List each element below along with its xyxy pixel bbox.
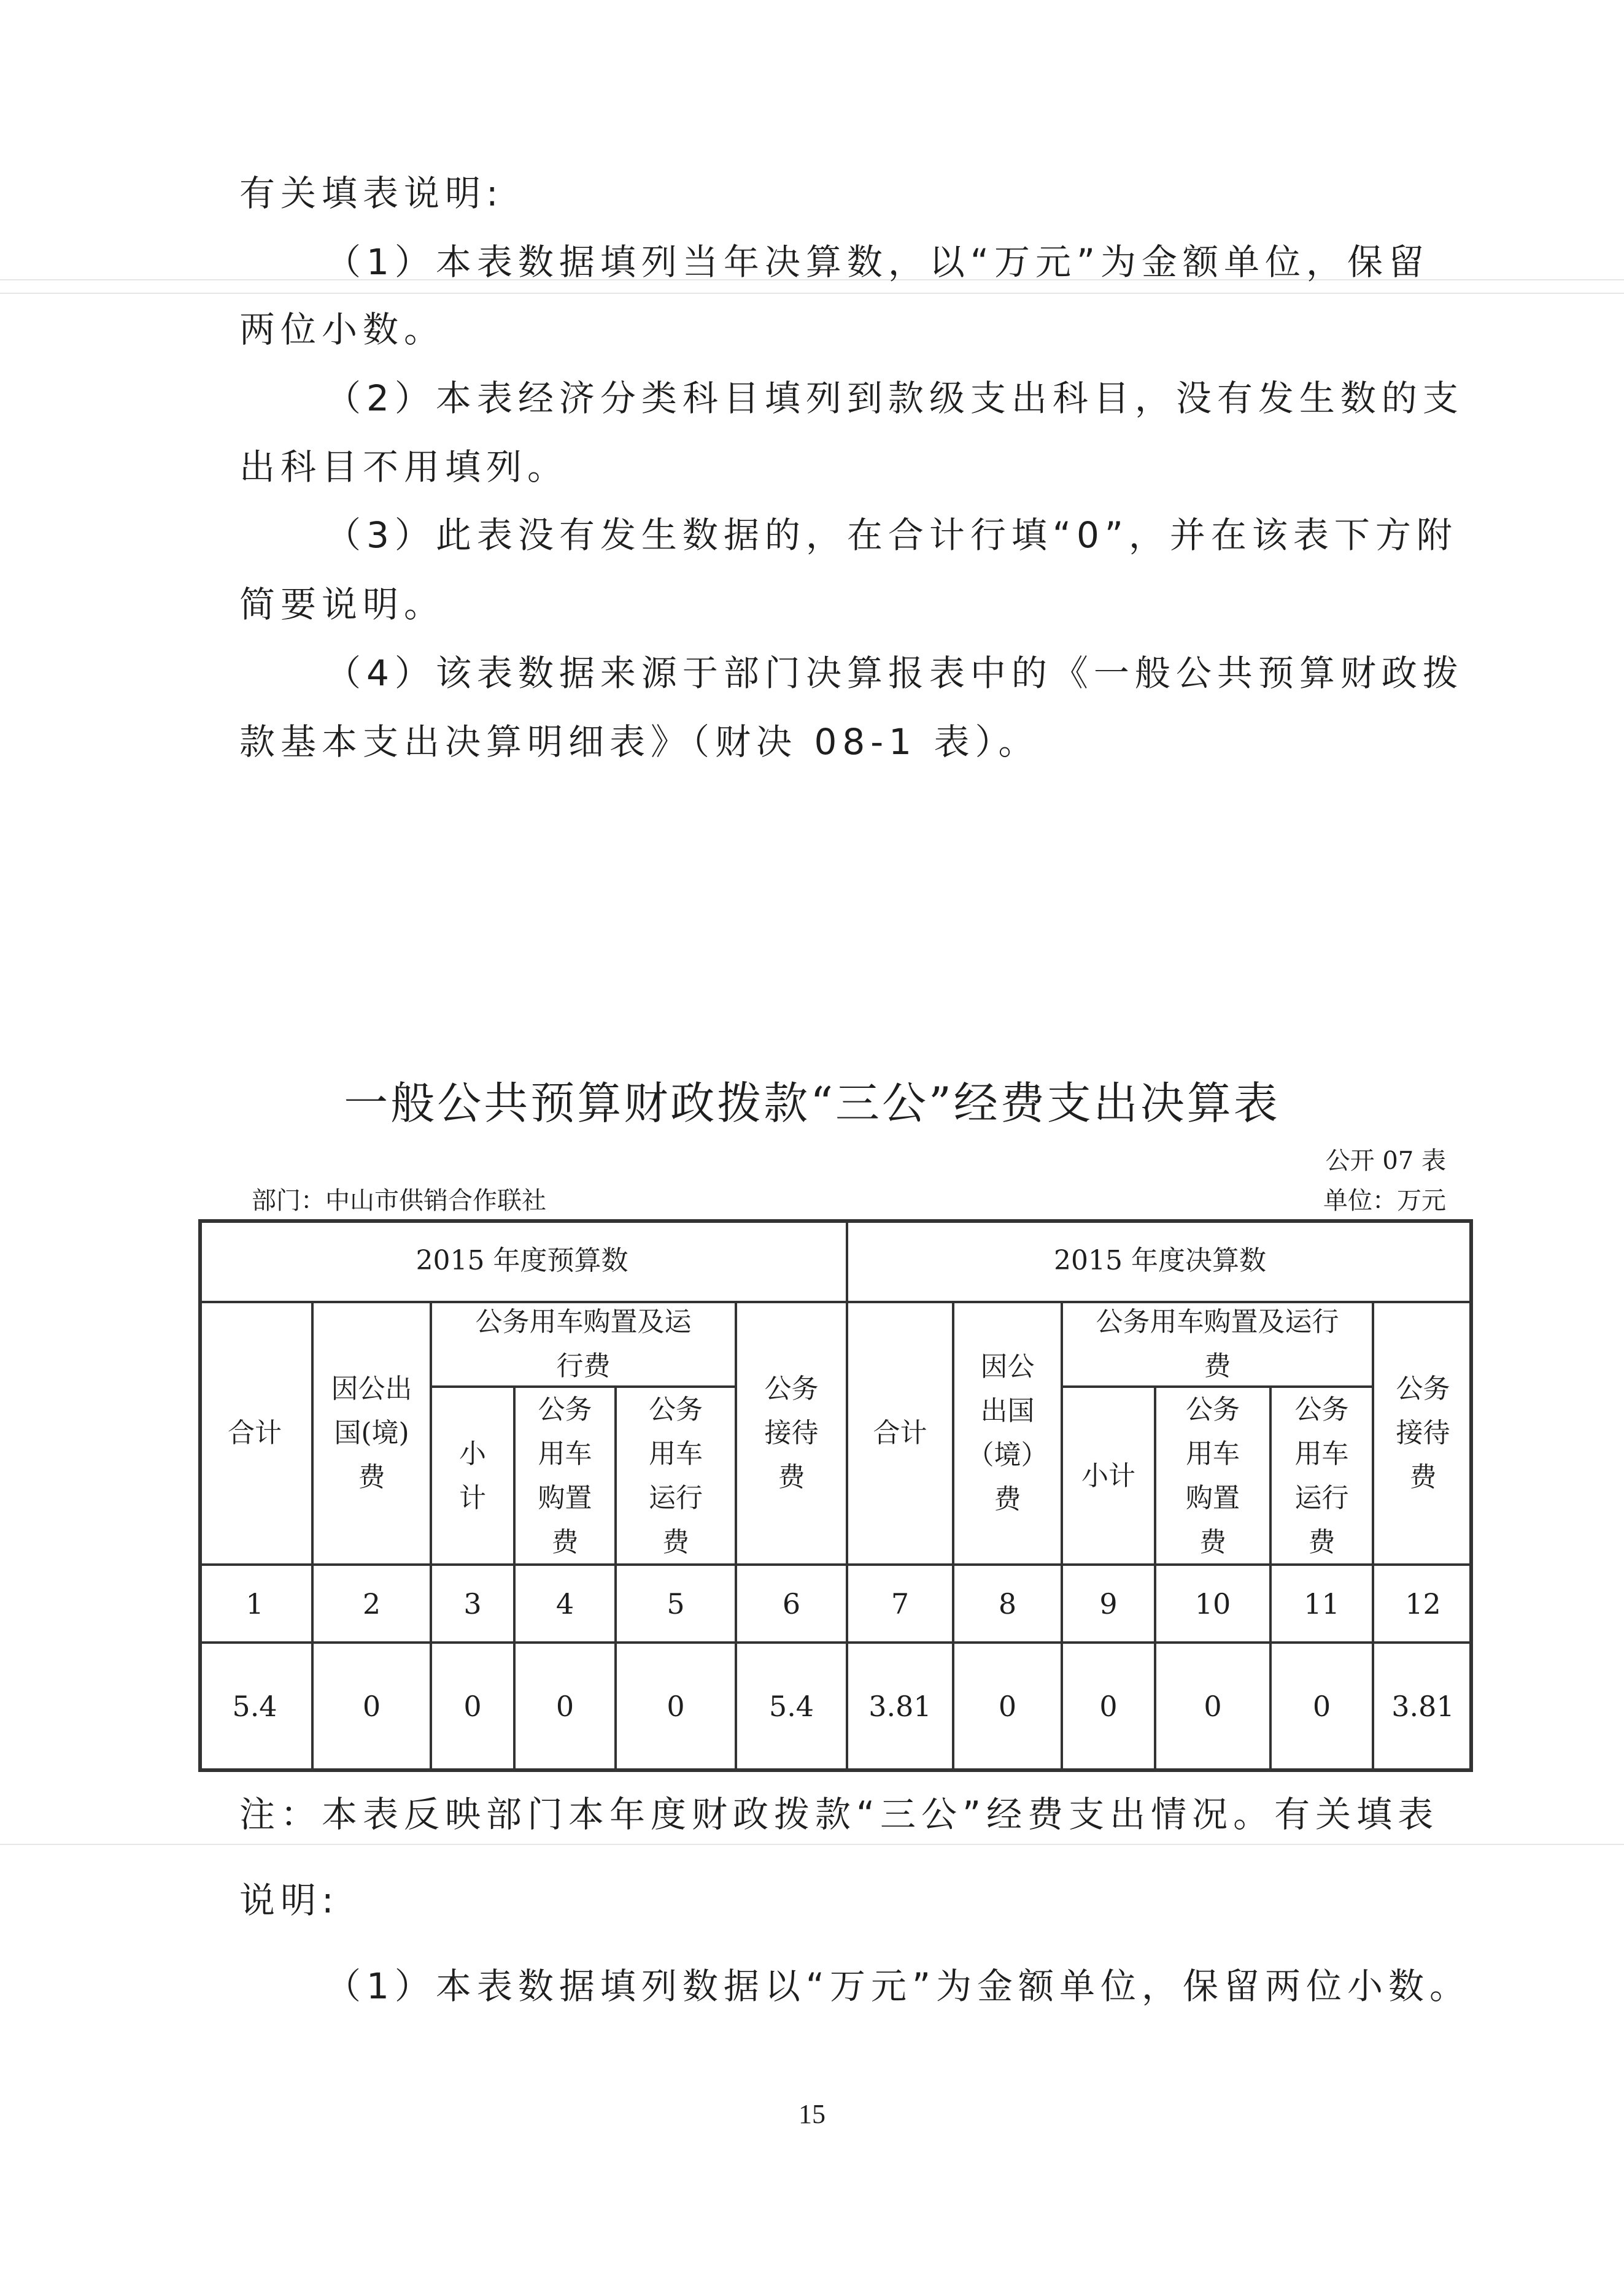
page-number: 15 — [798, 2099, 826, 2129]
col-number: 9 — [1099, 1587, 1118, 1620]
notes-heading: 有关填表说明: — [239, 172, 504, 214]
note-3-line-2: 简要说明。 — [239, 584, 446, 625]
header-budget-subtotal: 小 计 — [459, 1438, 486, 1514]
value-budget-vehicle-operation: 0 — [667, 1689, 685, 1723]
scan-line — [0, 293, 1624, 294]
value-final-reception: 3.81 — [1391, 1689, 1455, 1723]
note-1-line-1: （1）本表数据填列当年决算数，以“万元”为金额单位，保留 — [325, 241, 1429, 283]
note-2-line-2: 出科目不用填列。 — [239, 446, 569, 488]
col-number: 6 — [782, 1587, 801, 1620]
value-budget-total: 5.4 — [232, 1689, 277, 1723]
table-note-line-1: 注：本表反映部门本年度财政拨款“三公”经费支出情况。有关填表 — [239, 1793, 1439, 1835]
note-2-line-1: （2）本表经济分类科目填列到款级支出科目，没有发生数的支 — [325, 377, 1464, 419]
department-label: 部门：中山市供销合作联社 — [252, 1187, 546, 1215]
col-number: 7 — [891, 1587, 910, 1620]
value-budget-vehicle-subtotal: 0 — [463, 1689, 482, 1723]
value-final-vehicle-purchase: 0 — [1204, 1689, 1222, 1723]
col-number: 1 — [246, 1587, 264, 1620]
three-public-expenses-table — [198, 1219, 1473, 1772]
col-number: 2 — [362, 1587, 381, 1620]
col-number: 8 — [998, 1587, 1017, 1620]
col-number: 5 — [667, 1587, 685, 1620]
header-budget-purchase: 公务 用车 购置 费 — [538, 1394, 592, 1558]
table-note-line-2: 说明: — [239, 1879, 339, 1921]
value-budget-reception: 5.4 — [768, 1689, 814, 1723]
note-3-line-1: （3）此表没有发生数据的，在合计行填“0”，并在该表下方附 — [325, 514, 1458, 556]
header-final-reception: 公务 接待 费 — [1396, 1373, 1450, 1493]
col-number: 3 — [463, 1587, 482, 1620]
unit-label: 单位：万元 — [1323, 1187, 1446, 1215]
col-number: 4 — [555, 1587, 574, 1620]
note-4-line-1: （4）该表数据来源于部门决算报表中的《一般公共预算财政拨 — [325, 652, 1464, 694]
value-final-abroad: 0 — [998, 1689, 1017, 1723]
header-final-operation: 公务 用车 运行 费 — [1294, 1394, 1349, 1558]
table-title: 一般公共预算财政拨款“三公”经费支出决算表 — [344, 1077, 1280, 1129]
scan-line — [0, 1844, 1624, 1845]
final-group-header: 2015 年度决算数 — [1054, 1244, 1266, 1276]
value-final-vehicle-operation: 0 — [1312, 1689, 1331, 1723]
budget-group-header: 2015 年度预算数 — [416, 1244, 628, 1276]
col-number: 11 — [1304, 1587, 1340, 1620]
header-budget-vehicle: 公务用车购置及运 行费 — [475, 1306, 692, 1382]
table-note-item-1: （1）本表数据填列数据以“万元”为金额单位，保留两位小数。 — [325, 1965, 1471, 2007]
header-budget-reception: 公务 接待 费 — [764, 1373, 819, 1493]
col-number: 12 — [1405, 1587, 1441, 1620]
header-final-vehicle: 公务用车购置及运行 费 — [1096, 1306, 1339, 1382]
value-budget-abroad: 0 — [362, 1689, 381, 1723]
header-budget-abroad: 因公出 国(境) 费 — [331, 1373, 412, 1493]
value-budget-vehicle-purchase: 0 — [555, 1689, 574, 1723]
col-number: 10 — [1194, 1587, 1231, 1620]
value-final-vehicle-subtotal: 0 — [1099, 1689, 1118, 1723]
header-final-abroad: 因公 出国 （境） 费 — [967, 1351, 1048, 1515]
note-1-line-2: 两位小数。 — [239, 309, 446, 350]
value-final-total: 3.81 — [868, 1689, 932, 1723]
header-final-subtotal: 小计 — [1081, 1460, 1135, 1492]
note-4-line-2: 款基本支出决算明细表》（财决 08-1 表）。 — [239, 721, 1040, 763]
header-final-total: 合计 — [873, 1417, 927, 1449]
header-budget-operation: 公务 用车 运行 费 — [649, 1394, 703, 1558]
header-final-purchase: 公务 用车 购置 费 — [1186, 1394, 1240, 1558]
header-budget-total: 合计 — [228, 1417, 282, 1449]
form-code: 公开 07 表 — [1325, 1147, 1446, 1175]
